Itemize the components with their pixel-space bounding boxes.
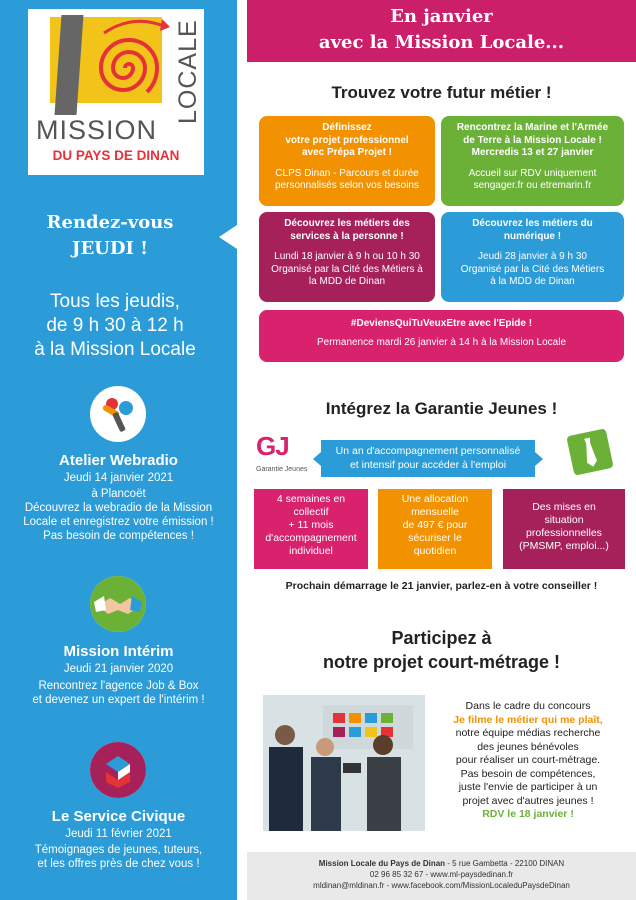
card-title: #DeviensQuiTuVeuxEtre avec l'Epide ! — [350, 318, 533, 329]
card-body: Permanence mardi 26 janvier à 14 h à la Mission Locale — [316, 336, 567, 348]
card-epide — [259, 310, 624, 362]
card-title-line: numérique ! — [503, 230, 562, 242]
card-title — [265, 122, 429, 160]
box-line: 4 semaines en — [276, 493, 346, 505]
card-body-line: CLPS Dinan - Parcours et durée — [275, 167, 419, 179]
card-title-line: Mercredis 13 et 27 janvier — [471, 147, 594, 158]
event-line: et devenez un expert de l'intérim ! — [32, 694, 205, 706]
gj-letters: GJ — [256, 431, 289, 461]
banner-line: En janvier — [390, 6, 493, 27]
card-body — [265, 251, 429, 289]
box-line: Une allocation — [401, 493, 469, 505]
event-date: Jeudi 21 janvier 2020 — [63, 663, 174, 675]
section-title-metier: Trouvez votre futur métier ! — [331, 83, 552, 102]
footer-org: Mission Locale du Pays de Dinan — [318, 859, 446, 868]
event-title: Le Service Civique — [51, 808, 186, 825]
logo-spiral-icon — [84, 13, 174, 113]
microphone-icon — [90, 386, 146, 442]
card-body-line: Organisé par la Cité des Métiers à — [271, 263, 423, 275]
event-date: Jeudi 11 février 2021 — [65, 828, 172, 840]
card-title-line: services à la personne ! — [290, 230, 404, 242]
event-line: à Plancoët — [91, 488, 146, 500]
garantie-jeunes-logo — [256, 432, 312, 478]
event-line: Découvrez la webradio de la Mission — [24, 502, 213, 514]
arrow-left-icon — [313, 452, 321, 466]
box-line: mensuelle — [411, 506, 459, 518]
tie-icon — [566, 428, 613, 475]
box-line: situation — [544, 514, 584, 526]
projet-line: juste l'envie de participer à un — [458, 781, 598, 793]
handshake-icon — [90, 576, 146, 632]
event-line: et les offres près de chez vous ! — [37, 858, 200, 870]
box-line: professionnelles — [526, 527, 602, 539]
card-title-line: votre projet professionnel — [285, 134, 409, 146]
header-banner — [247, 0, 636, 62]
box-line: Des mises en — [532, 501, 596, 513]
card-title-line: Définissez — [322, 122, 372, 133]
rdv-line: à la Mission Locale — [34, 339, 196, 360]
event-description — [0, 843, 237, 871]
card-prepa-projet — [259, 116, 435, 206]
event-line: Rencontrez l'agence Job & Box — [38, 680, 199, 692]
event-title: Atelier Webradio — [59, 452, 178, 469]
card-title — [447, 122, 618, 160]
projet-line: notre équipe médias recherche — [455, 727, 601, 739]
gj-logo-caption: Garantie Jeunes — [256, 466, 308, 473]
section-title-garantie: Intégrez la Garantie Jeunes ! — [325, 399, 558, 418]
logo-mission-text: MISSION — [36, 115, 158, 145]
event-line: Pas besoin de compétences ! — [43, 530, 194, 542]
event-description — [0, 679, 237, 707]
card-body-line: Lundi 18 janvier à 9 h ou 10 h 30 — [274, 251, 420, 262]
arrow-right-icon — [535, 452, 543, 466]
concours-name: Je filme le métier qui me plaît, — [453, 713, 603, 726]
box-line: d'accompagnement — [265, 532, 357, 544]
footer-address: - 5 rue Gambetta - 22100 DINAN — [445, 859, 565, 868]
card-title-line: avec Prépa Projet ! — [301, 147, 393, 158]
projet-line: Dans le cadre du concours — [465, 700, 591, 712]
card-numerique — [441, 212, 624, 302]
footer — [247, 852, 636, 900]
box-line: (PMSMP, emploi...) — [519, 540, 609, 552]
mission-locale-logo — [28, 9, 204, 175]
card-services-personne — [259, 212, 435, 302]
logo-pays-text: DU PAYS DE DINAN — [52, 148, 180, 163]
team-photo — [263, 695, 425, 831]
card-body — [447, 168, 618, 193]
card-title-line: Rencontrez la Marine et l'Armée — [456, 122, 609, 133]
section-title-projet-2: notre projet court-métrage ! — [322, 652, 561, 672]
event-line: Témoignages de jeunes, tuteurs, — [34, 844, 203, 856]
logo-locale-text: LOCALE — [174, 19, 202, 125]
footer-line-1 — [247, 858, 636, 869]
banner-line: avec la Mission Locale... — [318, 32, 565, 53]
garantie-intro-box — [321, 440, 535, 477]
projet-line: projet avec d'autres jeunes ! — [462, 794, 594, 807]
rdv-line: Tous les jeudis, — [50, 291, 180, 312]
section-title-projet-1: Participez à — [391, 628, 492, 648]
rdv-title — [10, 210, 210, 262]
intro-line: et intensif pour accéder à l'emploi — [349, 459, 507, 471]
box-line: collectif — [293, 506, 329, 518]
projet-line: pour réaliser un court-métrage. — [455, 754, 601, 766]
footer-contact[interactable]: 02 96 85 32 67 - www.ml-paysdedinan.fr — [369, 870, 514, 879]
box-line: + 11 mois — [288, 519, 334, 531]
card-title — [447, 218, 618, 243]
card-body-line: Organisé par la Cité des Métiers — [460, 263, 605, 275]
card-body-line: sengager.fr ou etremarin.fr — [473, 180, 592, 191]
event-line: Locale et enregistrez votre émission ! — [23, 516, 214, 528]
card-body-line: personnalisés selon vos besoins — [275, 180, 419, 191]
garantie-box-allocation — [378, 489, 492, 569]
card-body-line: la MDD de Dinan — [308, 276, 386, 287]
left-column — [0, 0, 237, 900]
event-description — [0, 487, 237, 543]
footer-links[interactable]: mldinan@mldinan.fr - www.facebook.com/MissionLocaleduPaysdeDinan — [313, 881, 570, 890]
projet-line: Pas besoin de compétences, — [460, 767, 596, 780]
box-line: individuel — [289, 545, 333, 557]
rdv-line: de 9 h 30 à 12 h — [46, 315, 184, 336]
gj-logo-letters — [256, 432, 312, 460]
card-body — [265, 168, 429, 193]
rdv-title-line: Rendez-vous — [46, 212, 174, 233]
speech-notch — [219, 225, 237, 249]
event-title: Mission Intérim — [63, 643, 174, 660]
prochain-demarrage: Prochain démarrage le 21 janvier, parlez-en à votre conseiller ! — [285, 580, 598, 592]
projet-line: des jeunes bénévoles — [477, 740, 579, 753]
card-body-line: Accueil sur RDV uniquement — [468, 167, 597, 179]
service-civique-icon — [90, 742, 146, 798]
card-body-line: Jeudi 28 janvier à 9 h 30 — [478, 251, 587, 262]
card-title-line: de Terre à la Mission Locale ! — [463, 134, 602, 146]
intro-line: Un an d'accompagnement personnalisé — [335, 445, 521, 457]
box-line: quotidien — [413, 545, 457, 557]
card-body-line: à la MDD de Dinan — [490, 276, 575, 287]
rdv-title-line: JEUDI ! — [71, 238, 149, 259]
card-body — [447, 251, 618, 289]
projet-rdv: RDV le 18 janvier ! — [482, 808, 574, 820]
card-marine-armee — [441, 116, 624, 206]
projet-description — [428, 700, 628, 822]
card-title-line: Découvrez les métiers du — [472, 218, 593, 229]
box-line: de 497 € pour — [402, 519, 468, 531]
box-line: sécuriser le — [408, 532, 462, 544]
event-date: Jeudi 14 janvier 2021 — [63, 472, 174, 484]
card-title — [265, 218, 429, 243]
card-title-line: Découvrez les métiers des — [284, 218, 410, 229]
garantie-box-mises-situation — [503, 489, 625, 569]
rdv-schedule — [10, 290, 220, 362]
garantie-box-collectif — [254, 489, 368, 569]
